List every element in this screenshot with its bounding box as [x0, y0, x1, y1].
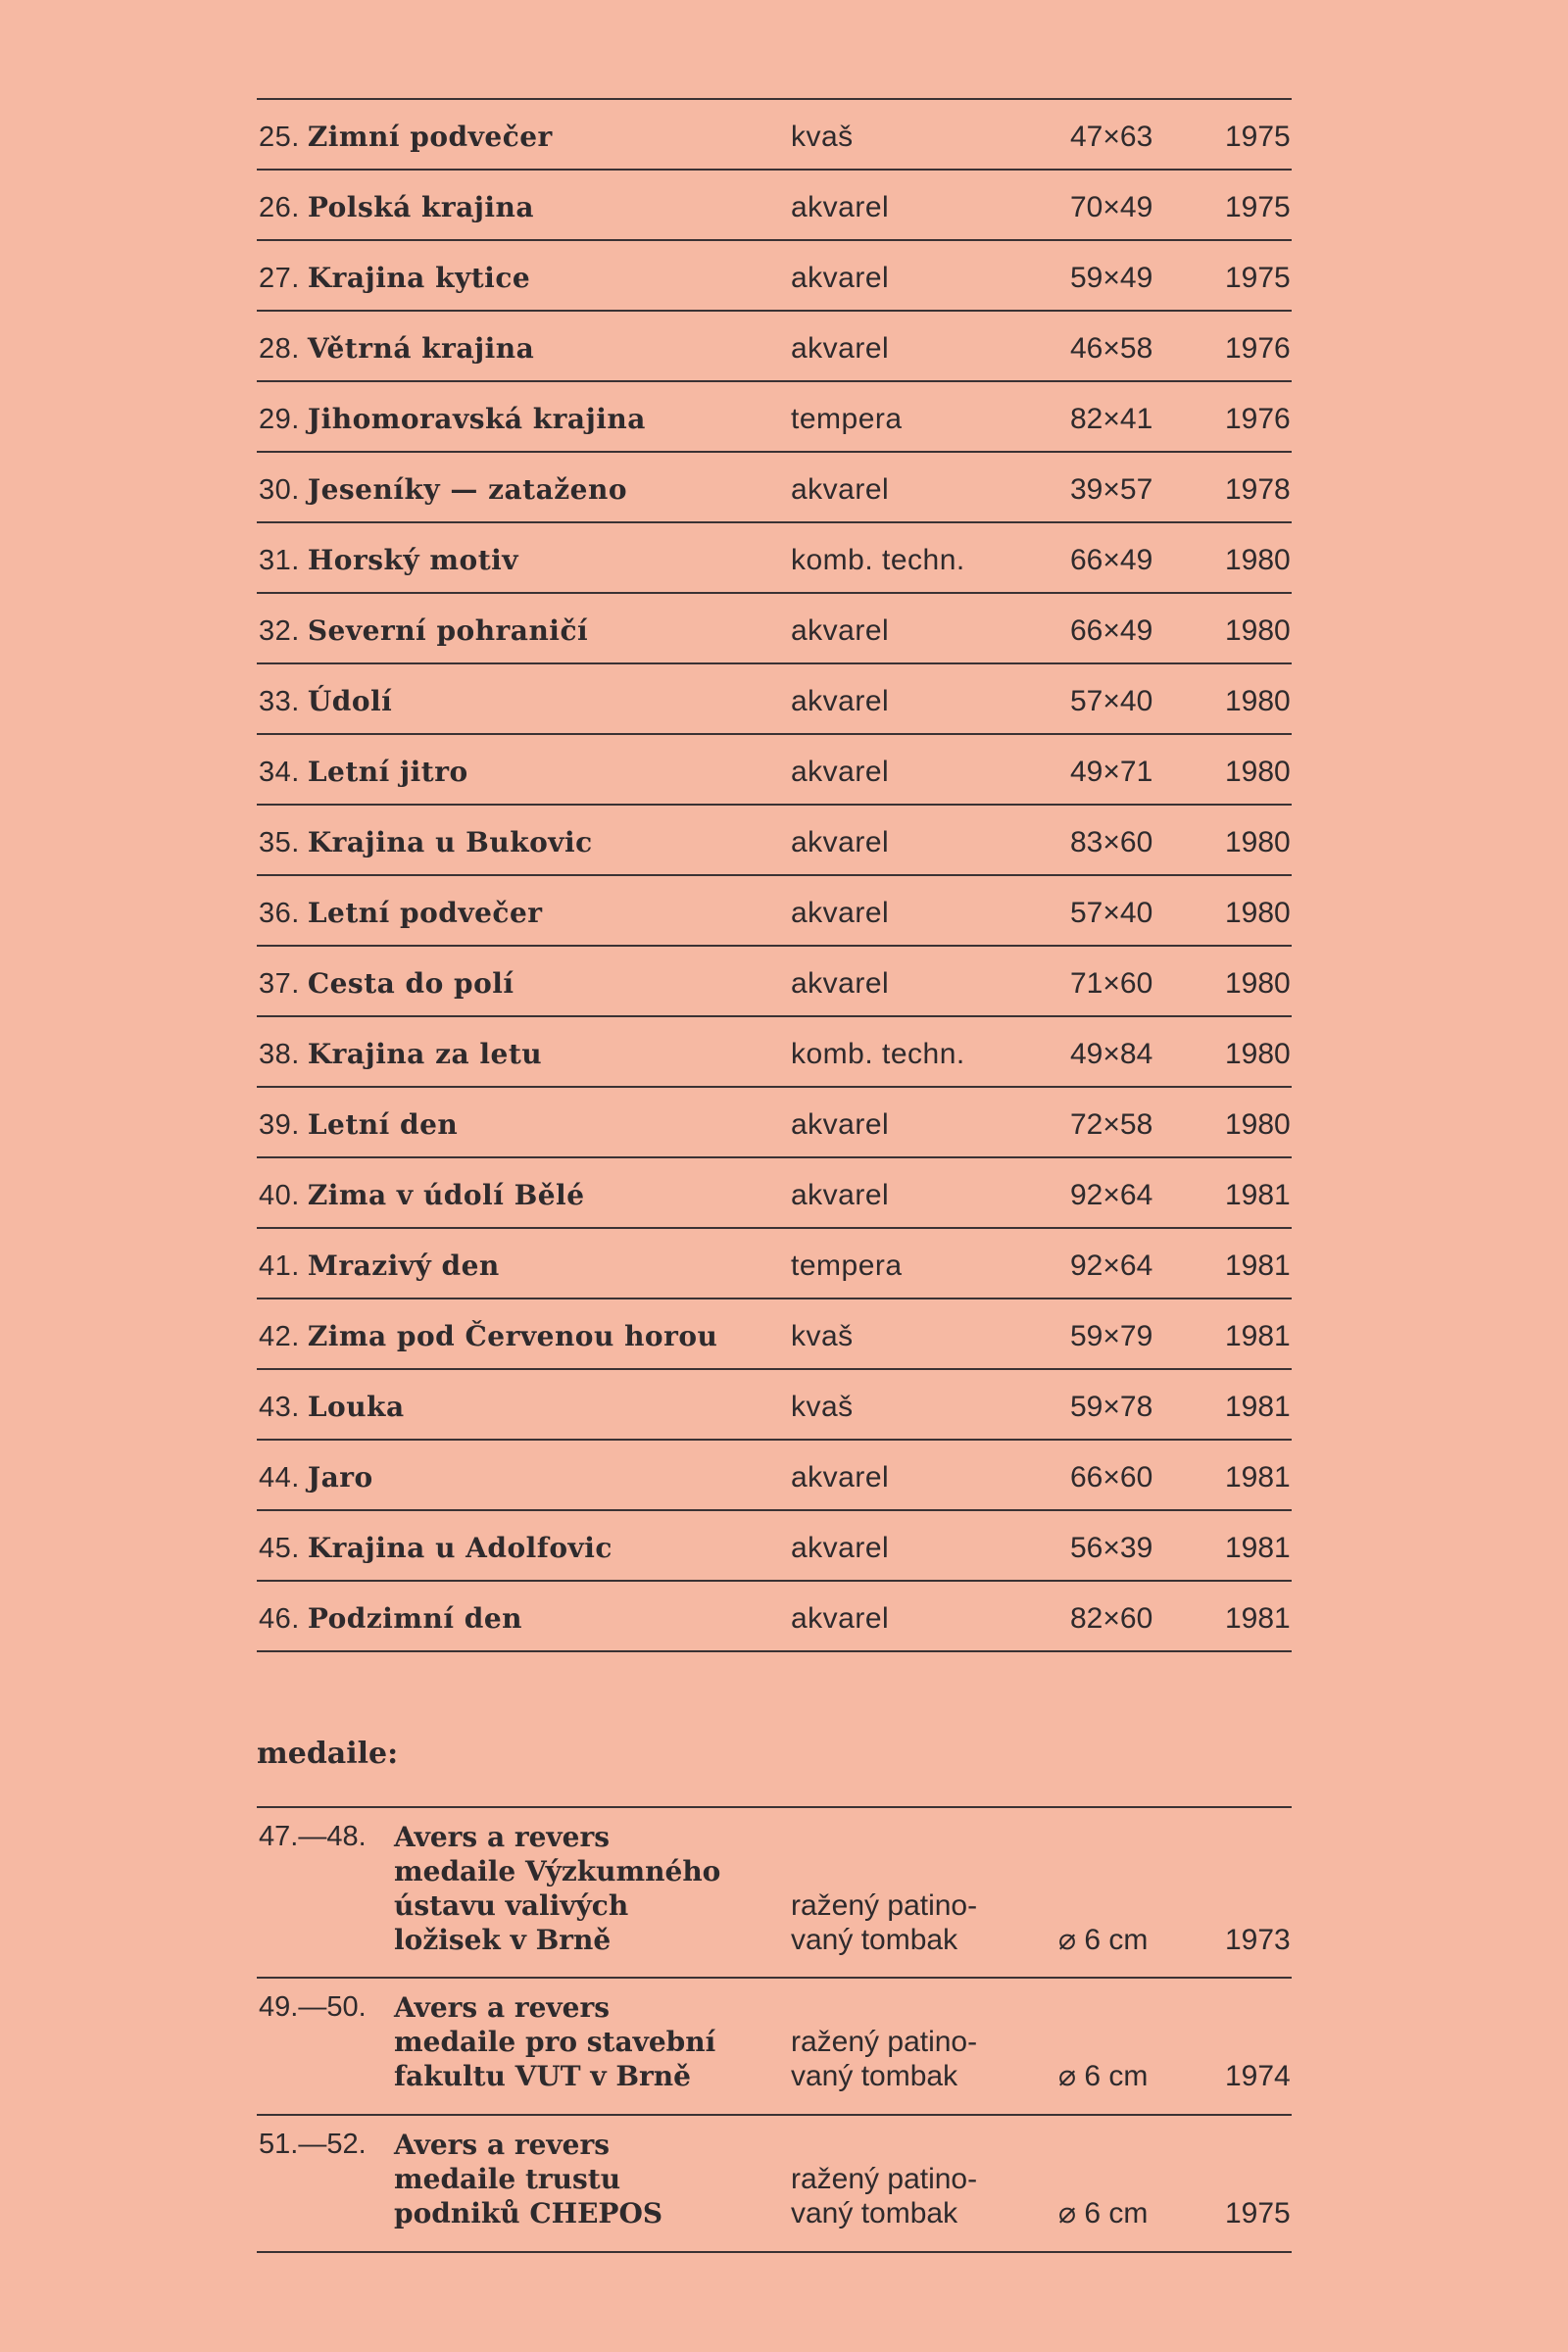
work-size: 70×49: [1070, 191, 1153, 223]
work-row: [257, 876, 1292, 947]
work-year: 1975: [1225, 262, 1291, 294]
work-title-cell: [259, 1460, 373, 1495]
work-title-cell: [259, 1107, 458, 1143]
work-title: Údolí: [307, 685, 393, 717]
work-technique: akvarel: [791, 1602, 890, 1635]
work-row: [257, 1017, 1292, 1088]
work-technique: akvarel: [791, 967, 890, 1000]
work-title: Severní pohraničí: [307, 614, 589, 647]
work-title-cell: [259, 613, 588, 649]
work-size: 57×40: [1070, 897, 1153, 929]
medal-technique-line: vaný tombak: [791, 2197, 958, 2230]
work-title: Polská krajina: [307, 191, 535, 223]
work-size: 47×63: [1070, 121, 1153, 153]
work-title-cell: [259, 1178, 585, 1213]
work-row: [257, 947, 1292, 1017]
work-number: 35.: [259, 827, 300, 858]
work-title: Větrná krajina: [307, 332, 535, 365]
work-technique: akvarel: [791, 614, 890, 647]
work-title: Krajina za letu: [307, 1038, 543, 1070]
work-year: 1978: [1225, 473, 1291, 506]
work-size: 59×49: [1070, 262, 1153, 294]
medal-year: 1973: [1225, 1924, 1291, 1956]
work-title-cell: [259, 120, 553, 155]
work-technique: komb. techn.: [791, 1038, 965, 1070]
work-year: 1981: [1225, 1532, 1291, 1564]
medal-desc-line: medaile trustu: [394, 2163, 621, 2195]
work-title: Letní den: [307, 1108, 459, 1141]
medal-desc-line: podniků CHEPOS: [394, 2197, 663, 2230]
work-technique: akvarel: [791, 1108, 890, 1141]
work-title-cell: [259, 402, 646, 437]
work-title: Krajina kytice: [307, 262, 531, 294]
medal-row: [257, 2116, 1292, 2253]
medal-technique: [791, 2162, 977, 2230]
work-row: [257, 382, 1292, 453]
work-size: 82×60: [1070, 1602, 1153, 1635]
work-size: 66×49: [1070, 544, 1153, 576]
work-year: 1981: [1225, 1391, 1291, 1423]
work-technique: kvaš: [791, 121, 854, 153]
work-year: 1980: [1225, 685, 1291, 717]
work-title: Krajina u Bukovic: [307, 826, 593, 858]
work-number: 46.: [259, 1603, 300, 1635]
medal-number: 49.—50.: [259, 1991, 367, 2023]
works-table: [257, 98, 1292, 1652]
work-row: [257, 312, 1292, 382]
work-row: [257, 1511, 1292, 1582]
work-number: 45.: [259, 1533, 300, 1564]
work-technique: akvarel: [791, 473, 890, 506]
work-title-cell: [259, 261, 530, 296]
work-year: 1980: [1225, 897, 1291, 929]
work-size: 83×60: [1070, 826, 1153, 858]
work-technique: tempera: [791, 403, 903, 435]
work-title: Jaro: [307, 1461, 373, 1494]
work-title-cell: [259, 825, 593, 860]
work-title-cell: [259, 1601, 522, 1637]
work-number: 27.: [259, 263, 300, 294]
medal-row: [257, 1808, 1292, 1979]
work-technique: akvarel: [791, 191, 890, 223]
work-title: Zima v údolí Bělé: [307, 1179, 585, 1211]
medal-size: ⌀ 6 cm: [1058, 2197, 1149, 2230]
work-title-cell: [259, 755, 468, 790]
work-technique: akvarel: [791, 1532, 890, 1564]
work-technique: akvarel: [791, 1179, 890, 1211]
work-size: 59×78: [1070, 1391, 1153, 1423]
work-row: [257, 453, 1292, 523]
work-title-cell: [259, 1531, 612, 1566]
medals-heading: medaile:: [257, 1737, 399, 1771]
work-title-cell: [259, 1319, 717, 1354]
work-technique: akvarel: [791, 1461, 890, 1494]
work-row: [257, 171, 1292, 241]
work-size: 82×41: [1070, 403, 1153, 435]
medal-description: [394, 2128, 662, 2230]
work-title: Louka: [307, 1391, 405, 1423]
work-year: 1976: [1225, 403, 1291, 435]
work-technique: akvarel: [791, 262, 890, 294]
work-row: [257, 735, 1292, 806]
work-row: [257, 806, 1292, 876]
work-year: 1976: [1225, 332, 1291, 365]
work-size: 59×79: [1070, 1320, 1153, 1352]
work-year: 1980: [1225, 614, 1291, 647]
work-title-cell: [259, 472, 627, 508]
work-number: 26.: [259, 192, 300, 223]
work-number: 43.: [259, 1392, 300, 1423]
work-row: [257, 1229, 1292, 1299]
work-row: [257, 1299, 1292, 1370]
work-size: 49×84: [1070, 1038, 1153, 1070]
work-row: [257, 523, 1292, 594]
work-size: 72×58: [1070, 1108, 1153, 1141]
work-technique: akvarel: [791, 897, 890, 929]
medal-description: [394, 1820, 720, 1957]
work-row: [257, 1158, 1292, 1229]
work-technique: komb. techn.: [791, 544, 965, 576]
work-title-cell: [259, 190, 534, 225]
work-year: 1980: [1225, 544, 1291, 576]
work-number: 32.: [259, 615, 300, 647]
work-title: Letní jitro: [307, 756, 468, 788]
work-number: 40.: [259, 1180, 300, 1211]
work-year: 1975: [1225, 191, 1291, 223]
work-title: Zima pod Červenou horou: [307, 1320, 718, 1352]
medal-size: ⌀ 6 cm: [1058, 1924, 1149, 1956]
work-row: [257, 1441, 1292, 1511]
work-title-cell: [259, 896, 543, 931]
work-size: 39×57: [1070, 473, 1153, 506]
work-number: 30.: [259, 474, 300, 506]
work-technique: kvaš: [791, 1320, 854, 1352]
medal-description: [394, 1990, 715, 2093]
work-technique: akvarel: [791, 685, 890, 717]
work-row: [257, 241, 1292, 312]
medal-technique-line: vaný tombak: [791, 2060, 958, 2092]
work-number: 25.: [259, 122, 300, 153]
work-title-cell: [259, 1037, 542, 1072]
medals-table: [257, 1806, 1292, 2253]
work-title-cell: [259, 1390, 405, 1425]
work-year: 1980: [1225, 1038, 1291, 1070]
work-number: 37.: [259, 968, 300, 1000]
work-size: 66×49: [1070, 614, 1153, 647]
medal-desc-line: medaile Výzkumného: [394, 1855, 721, 1887]
medal-technique: [791, 2025, 977, 2093]
medal-desc-line: medaile pro stavební: [394, 2026, 716, 2058]
work-technique: tempera: [791, 1250, 903, 1282]
work-size: 57×40: [1070, 685, 1153, 717]
work-year: 1980: [1225, 826, 1291, 858]
work-title: Cesta do polí: [307, 967, 514, 1000]
medal-technique-line: ražený patino-: [791, 2163, 978, 2195]
work-row: [257, 1370, 1292, 1441]
work-title: Mrazivý den: [307, 1250, 500, 1282]
medal-size: ⌀ 6 cm: [1058, 2060, 1149, 2092]
work-number: 31.: [259, 545, 300, 576]
medal-desc-line: Avers a revers: [394, 1991, 610, 2024]
work-technique: akvarel: [791, 826, 890, 858]
work-size: 71×60: [1070, 967, 1153, 1000]
work-number: 33.: [259, 686, 300, 717]
work-title-cell: [259, 1249, 500, 1284]
work-year: 1980: [1225, 1108, 1291, 1141]
medal-desc-line: Avers a revers: [394, 1821, 610, 1853]
work-number: 39.: [259, 1109, 300, 1141]
work-year: 1981: [1225, 1602, 1291, 1635]
medal-number: 51.—52.: [259, 2129, 367, 2160]
work-title: Jihomoravská krajina: [307, 403, 646, 435]
work-number: 38.: [259, 1039, 300, 1070]
work-year: 1981: [1225, 1179, 1291, 1211]
medal-desc-line: ústavu valivých: [394, 1889, 629, 1922]
work-size: 46×58: [1070, 332, 1153, 365]
medal-technique-line: ražený patino-: [791, 1889, 978, 1922]
work-number: 28.: [259, 333, 300, 365]
work-row: [257, 1582, 1292, 1652]
work-number: 42.: [259, 1321, 300, 1352]
work-year: 1981: [1225, 1250, 1291, 1282]
work-technique: kvaš: [791, 1391, 854, 1423]
work-number: 36.: [259, 898, 300, 929]
work-title-cell: [259, 684, 392, 719]
work-number: 29.: [259, 404, 300, 435]
medal-technique-line: ražený patino-: [791, 2026, 978, 2058]
medal-number: 47.—48.: [259, 1821, 367, 1852]
medal-row: [257, 1979, 1292, 2116]
medal-desc-line: fakultu VUT v Brně: [394, 2060, 691, 2092]
work-size: 49×71: [1070, 756, 1153, 788]
medal-year: 1974: [1225, 2060, 1291, 2092]
work-year: 1980: [1225, 756, 1291, 788]
medal-technique: [791, 1888, 977, 1957]
work-year: 1981: [1225, 1461, 1291, 1494]
work-number: 41.: [259, 1250, 300, 1282]
work-year: 1980: [1225, 967, 1291, 1000]
work-size: 66×60: [1070, 1461, 1153, 1494]
work-row: [257, 664, 1292, 735]
work-title: Horský motiv: [307, 544, 519, 576]
work-technique: akvarel: [791, 756, 890, 788]
work-title-cell: [259, 331, 534, 367]
work-title: Letní podvečer: [307, 897, 543, 929]
work-number: 34.: [259, 757, 300, 788]
medal-desc-line: Avers a revers: [394, 2129, 610, 2161]
work-title-cell: [259, 543, 518, 578]
work-title: Podzimní den: [307, 1602, 523, 1635]
work-row: [257, 594, 1292, 664]
work-year: 1981: [1225, 1320, 1291, 1352]
work-technique: akvarel: [791, 332, 890, 365]
work-title-cell: [259, 966, 514, 1002]
work-number: 44.: [259, 1462, 300, 1494]
work-title: Zimní podvečer: [307, 121, 553, 153]
work-row: [257, 98, 1292, 171]
medal-year: 1975: [1225, 2197, 1291, 2230]
work-size: 92×64: [1070, 1179, 1153, 1211]
work-size: 56×39: [1070, 1532, 1153, 1564]
work-size: 92×64: [1070, 1250, 1153, 1282]
medal-technique-line: vaný tombak: [791, 1924, 958, 1956]
work-row: [257, 1088, 1292, 1158]
work-title: Jeseníky — zataženo: [307, 473, 627, 506]
work-title: Krajina u Adolfovic: [307, 1532, 612, 1564]
medal-desc-line: ložisek v Brně: [394, 1924, 612, 1956]
work-year: 1975: [1225, 121, 1291, 153]
